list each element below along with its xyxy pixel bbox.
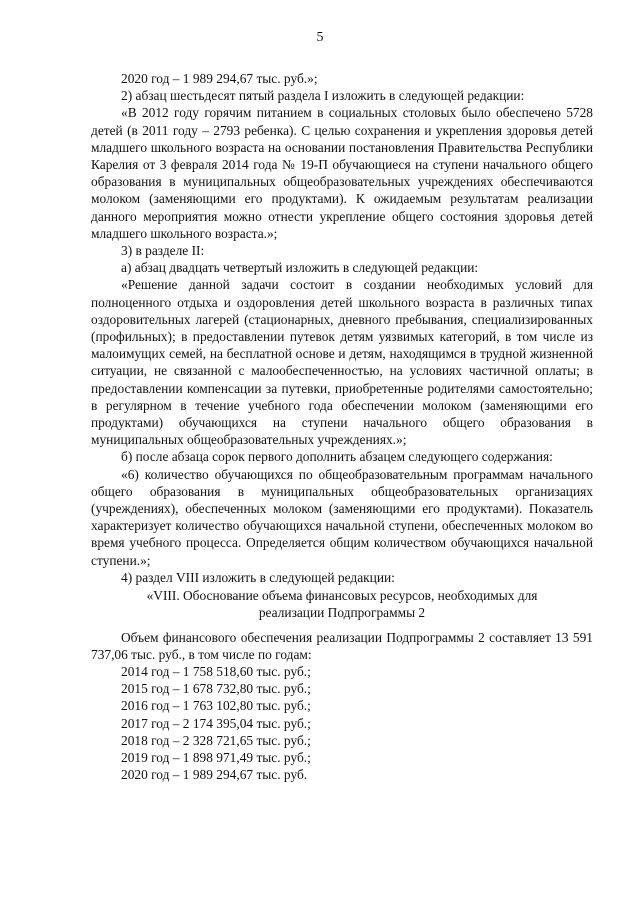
paragraph-item-3: 3) в разделе II: xyxy=(121,243,205,259)
list-item-year-2018: 2018 год – 2 328 721,65 тыс. руб.; xyxy=(121,732,311,748)
paragraph-funding-total: Объем финансового обеспечения реализации Подпрограммы 2 составляет 13 591 737,06 тыс. руб., в том числе по годам: xyxy=(91,629,593,662)
list-item-year-2020: 2020 год – 1 989 294,67 тыс. руб. xyxy=(121,767,308,783)
paragraph-prev-2020: 2020 год – 1 989 294,67 тыс. руб.»; xyxy=(121,71,318,86)
document-body xyxy=(91,70,593,783)
paragraph-item-3a: а) абзац двадцать четвертый изложить в следующей редакции: xyxy=(121,260,479,276)
paragraph-quote-decision: «Решение данной задачи состоит в создании необходимых условий для полноценного отдыха и оздоровления детей школьного возраста в различных типах оздоровительных лагерей (стационарных, дневного пребывания, специализированных (профильных); в предоставлении путевок детям уязвимых категорий, в том числе из малоимущих семей, на бесплатной основе и детям, находящимся в трудной жизненной ситуации, не связанной с малообеспеченностью, на условиях частичной оплаты; в предоставлении компенсации за путевки, приобретенные родителями самостоятельно; в регулярном в течение учебного года обеспечении молоком (заменяющими его продуктами) обучающихся на ступени начального общего образования в муниципальных общеобразовательных учреждениях.»; xyxy=(91,277,593,448)
section-heading-line-2: реализации Подпрограммы 2 xyxy=(258,605,426,621)
paragraph-item-4: 4) раздел VIII изложить в следующей редакции: xyxy=(121,569,395,585)
list-item-year-2019: 2019 год – 1 898 971,49 тыс. руб.; xyxy=(121,749,311,765)
paragraph-quote-indicator-6: «6) количество обучающихся по общеобразовательным программам начального общего образования в муниципальных общеобразовательных организациях (учреждениях), обеспеченных молоком (заменяющими его продуктами). Показатель характеризует количество обучающихся начальной ступени, обеспеченных молоком во время учебного процесса. Определяется общим количеством обучающихся начальной ступени.»; xyxy=(91,466,593,568)
funding-by-year-list xyxy=(91,663,593,783)
section-heading xyxy=(91,587,593,621)
paragraph-item-3b: б) после абзаца сорок первого дополнить абзацем следующего содержания: xyxy=(121,449,553,465)
list-item-year-2014: 2014 год – 1 758 518,60 тыс. руб.; xyxy=(121,663,311,679)
list-item-year-2017: 2017 год – 2 174 395,04 тыс. руб.; xyxy=(121,715,311,731)
page-number: 5 xyxy=(316,30,324,45)
paragraph-quote-2012: «В 2012 году горячим питанием в социальных столовых было обеспечено 5728 детей (в 2011 году – 2793 ребенка). С целью сохранения и укрепления здоровья детей младшего школьного возраста на основании постановления Правительства Республики Карелия от 3 февраля 2014 года № 19-П обучающиеся на ступени начального общего образования в муниципальных общеобразовательных учреждениях обеспечиваются молоком (заменяющими его продуктами). К ожидаемым результатам реализации данного мероприятия можно отнести укрепление общего состояния здоровья детей младшего школьного возраста.»; xyxy=(91,105,593,241)
paragraph-item-2: 2) абзац шестьдесят пятый раздела I изложить в следующей редакции: xyxy=(121,88,525,104)
list-item-year-2016: 2016 год – 1 763 102,80 тыс. руб.; xyxy=(121,698,311,714)
section-heading-line-1: «VIII. Обоснование объема финансовых ресурсов, необходимых для xyxy=(146,588,538,604)
list-item-year-2015: 2015 год – 1 678 732,80 тыс. руб.; xyxy=(121,681,311,697)
